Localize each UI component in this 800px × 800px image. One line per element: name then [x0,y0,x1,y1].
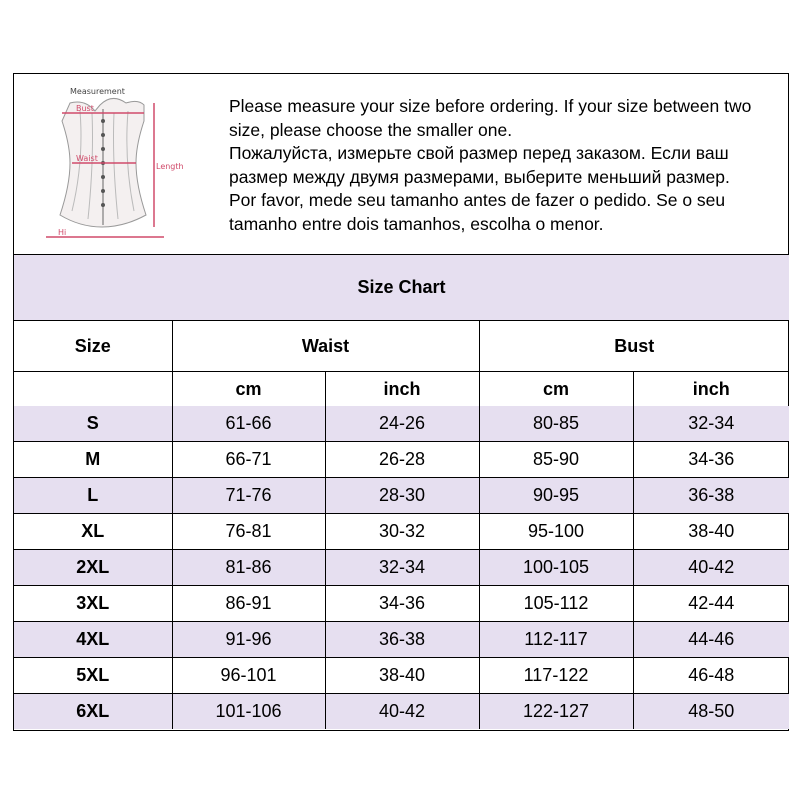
table-row [14,694,789,730]
table-row [14,478,789,514]
waist-inch-cell: 40-42 [325,694,479,730]
waist-inch-cell: 24-26 [325,406,479,442]
intro-section [14,74,788,255]
table-row [14,622,789,658]
table-row [14,406,789,442]
waist-cm-cell: 81-86 [172,550,325,586]
waist-label: Waist [76,154,98,163]
waist-header: Waist [172,321,479,372]
hip-label: Hi [58,228,67,237]
unit-row [14,372,789,407]
size-cell: L [14,478,172,514]
bust-inch-cell: 32-34 [633,406,789,442]
waist-inch-cell: 30-32 [325,514,479,550]
measurement-title: Measurement [70,87,125,96]
waist-cm-cell: 76-81 [172,514,325,550]
waist-cm-cell: 96-101 [172,658,325,694]
waist-cm-cell: 61-66 [172,406,325,442]
corset-measurement-figure [40,81,194,247]
length-label: Length [156,162,184,171]
bust-header: Bust [479,321,789,372]
instruction-line: tamanho entre dois tamanhos, escolha o menor. [229,213,604,234]
size-cell: 3XL [14,586,172,622]
bust-inch-cell: 46-48 [633,658,789,694]
waist-cm-cell: 101-106 [172,694,325,730]
bust-inch-cell: 42-44 [633,586,789,622]
bust-cm-cell: 117-122 [479,658,633,694]
waist-cm-cell: 86-91 [172,586,325,622]
bust-label: Bust [76,104,94,113]
size-cell: XL [14,514,172,550]
unit-cell: cm [172,372,325,407]
unit-cell: cm [479,372,633,407]
bust-inch-cell: 48-50 [633,694,789,730]
size-cell: 6XL [14,694,172,730]
waist-cm-cell: 66-71 [172,442,325,478]
table-title-row [14,255,789,321]
measurement-instructions [229,95,779,236]
bust-inch-cell: 44-46 [633,622,789,658]
bust-cm-cell: 90-95 [479,478,633,514]
instruction-line: size, please choose the smaller one. [229,119,513,140]
instruction-line: Por favor, mede seu tamanho antes de fazer o pedido. Se o seu [229,190,726,210]
bust-cm-cell: 112-117 [479,622,633,658]
size-cell: M [14,442,172,478]
waist-cm-cell: 71-76 [172,478,325,514]
unit-cell: inch [325,372,479,407]
instruction-line: Пожалуйста, измерьте свой размер перед заказом. Если ваш [229,143,729,163]
bust-inch-cell: 34-36 [633,442,789,478]
size-cell: 2XL [14,550,172,586]
table-row [14,442,789,478]
size-cell: S [14,406,172,442]
size-cell: 4XL [14,622,172,658]
bust-inch-cell: 40-42 [633,550,789,586]
table-title: Size Chart [14,255,789,321]
waist-inch-cell: 26-28 [325,442,479,478]
size-cell: 5XL [14,658,172,694]
bust-cm-cell: 85-90 [479,442,633,478]
size-chart-frame [13,73,789,731]
bust-cm-cell: 95-100 [479,514,633,550]
table-row [14,514,789,550]
bust-cm-cell: 80-85 [479,406,633,442]
bust-cm-cell: 100-105 [479,550,633,586]
bust-inch-cell: 36-38 [633,478,789,514]
waist-inch-cell: 36-38 [325,622,479,658]
waist-cm-cell: 91-96 [172,622,325,658]
instruction-line: размер между двумя размерами, выберите меньший размер. [229,166,730,187]
table-row [14,550,789,586]
table-row [14,658,789,694]
bust-cm-cell: 105-112 [479,586,633,622]
waist-inch-cell: 32-34 [325,550,479,586]
bust-cm-cell: 122-127 [479,694,633,730]
size-table [14,255,789,729]
bust-inch-cell: 38-40 [633,514,789,550]
size-rows [14,406,789,729]
waist-inch-cell: 34-36 [325,586,479,622]
corset-measurement-diagram [40,81,194,247]
size-header: Size [14,321,172,372]
table-row [14,586,789,622]
table-header-row [14,321,789,372]
waist-inch-cell: 38-40 [325,658,479,694]
waist-inch-cell: 28-30 [325,478,479,514]
unit-cell: inch [633,372,789,407]
instruction-line: Please measure your size before ordering. If your size between two [229,96,752,116]
unit-cell-empty [14,372,172,407]
